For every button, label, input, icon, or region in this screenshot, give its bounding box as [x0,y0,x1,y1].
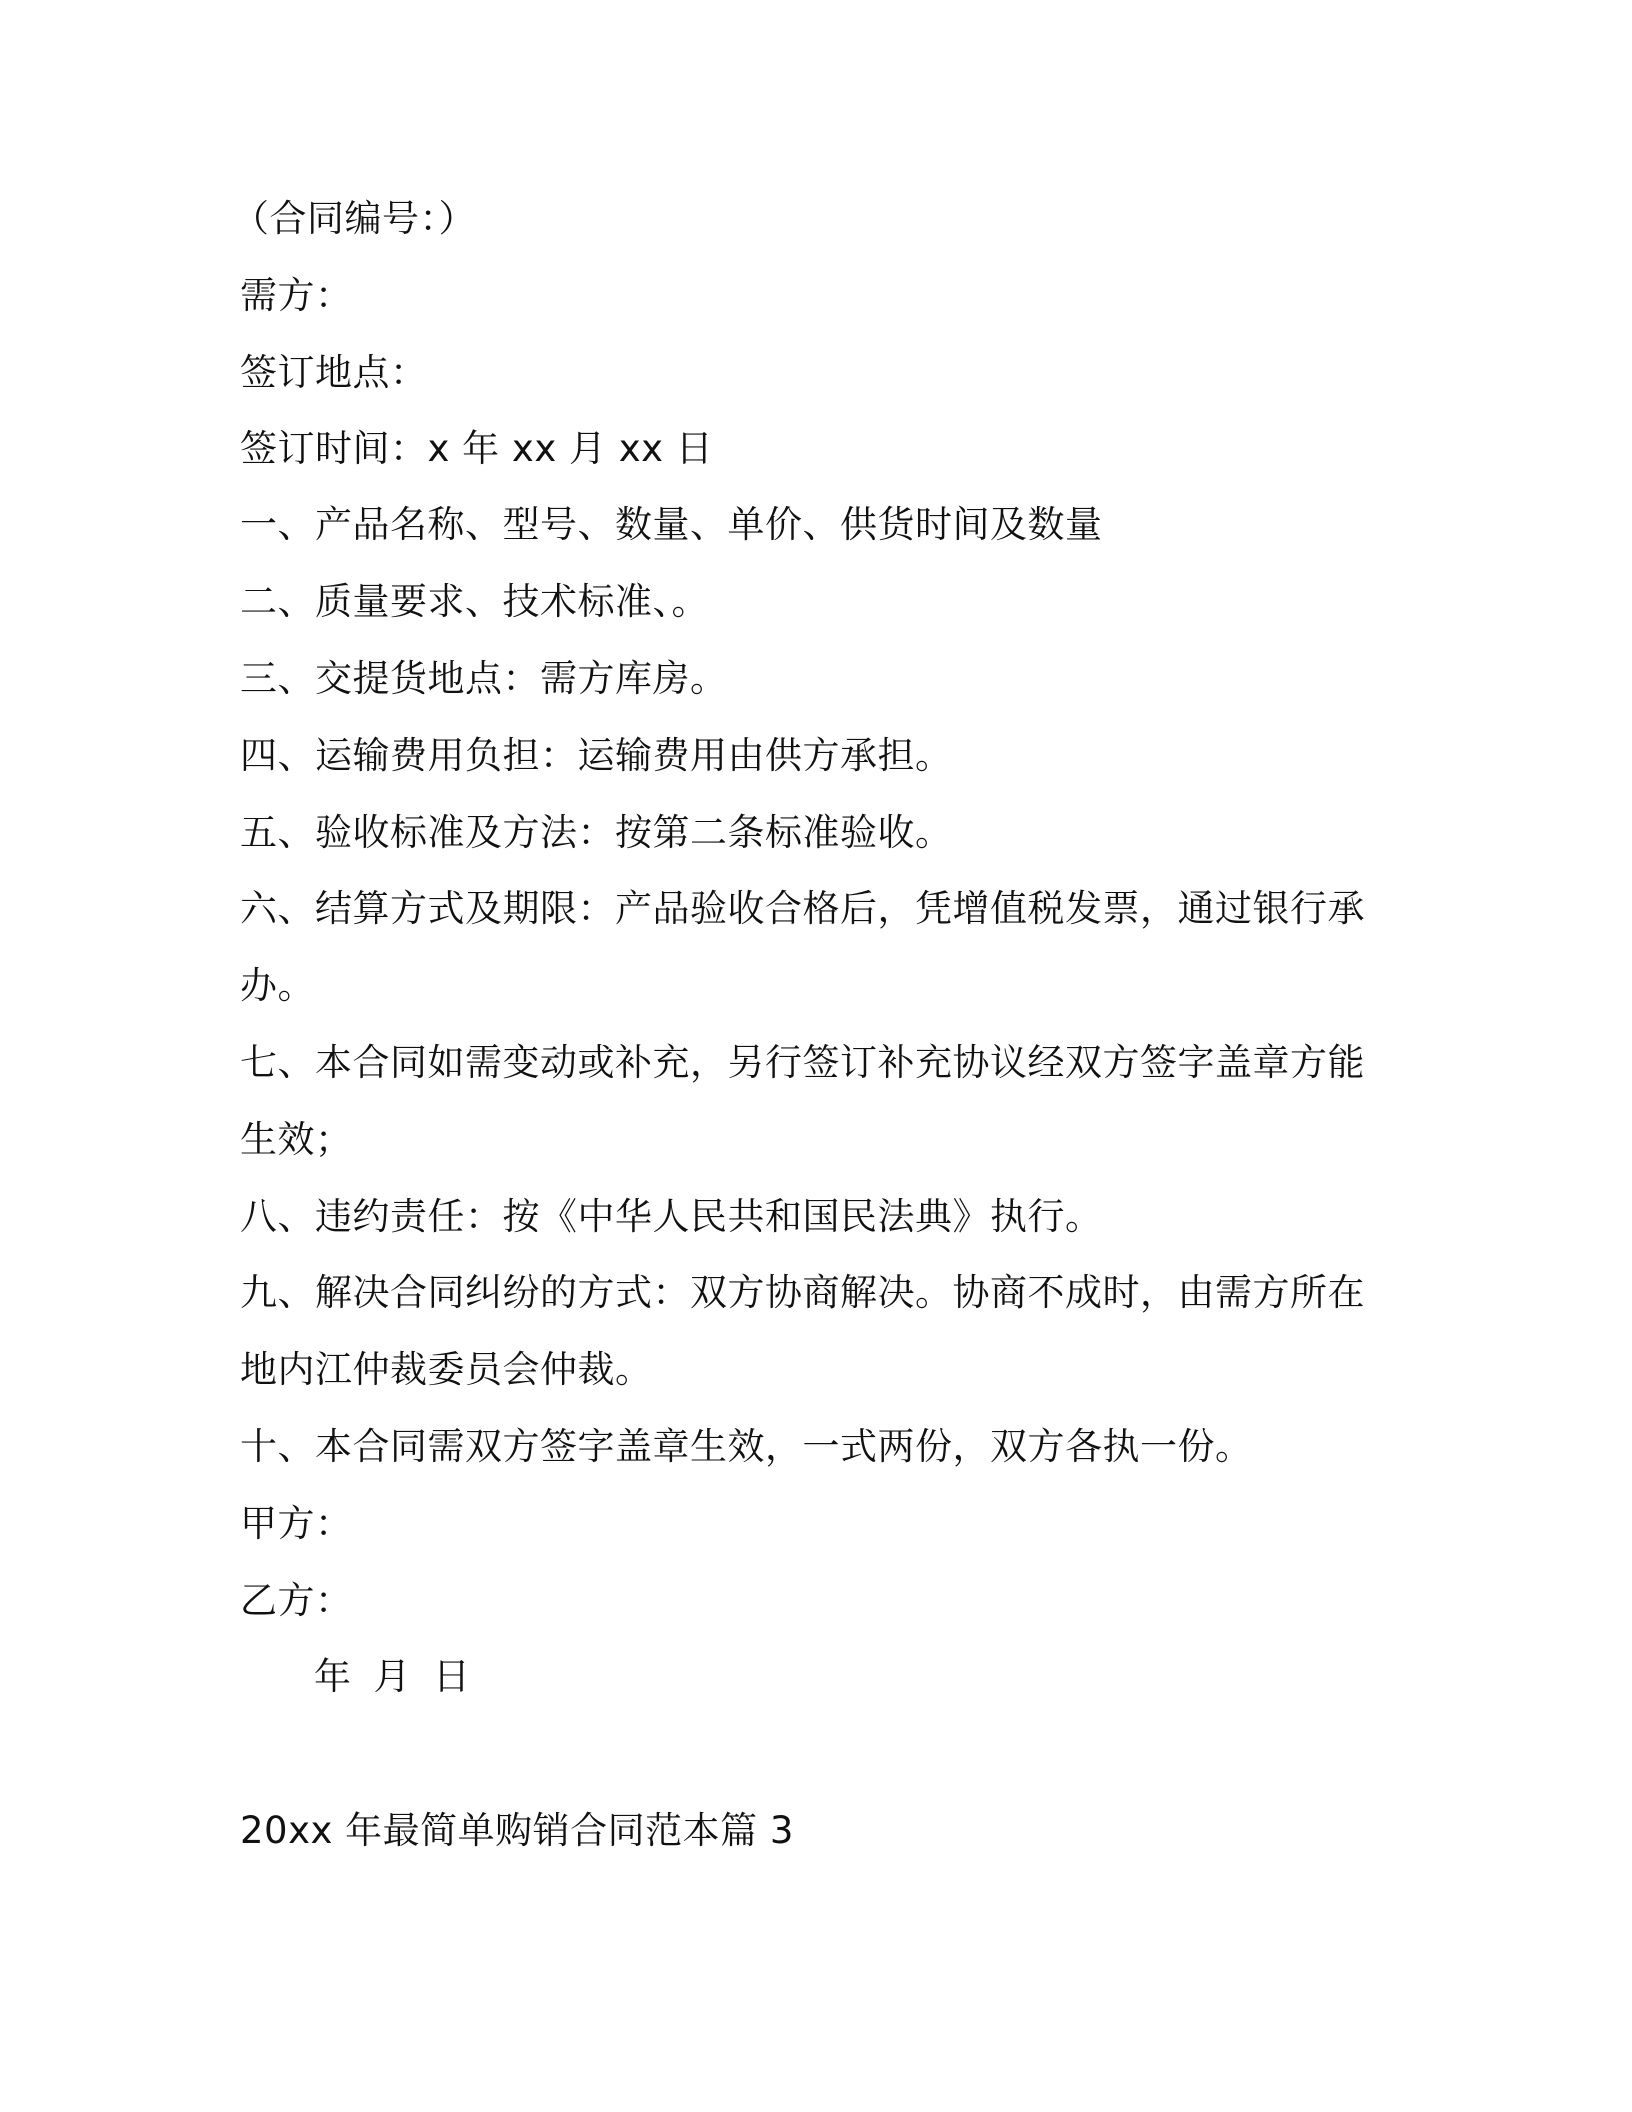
signature-date [314,1654,493,1700]
clause-9-line-1: 九、解决合同纠纷的方式：双方协商解决。协商不成时，由需方所在 [240,1271,1365,1314]
clause-2: 二、质量要求、技术标准、。 [240,580,709,623]
buyer-label: 需方： [240,274,353,317]
clause-8: 八、违约责任：按《中华人民共和国民法典》执行。 [240,1195,1103,1238]
date-year: 年 [314,1655,352,1698]
clause-6-line-2: 办。 [240,964,315,1007]
clause-9-line-2: 地内江仲裁委员会仲裁。 [240,1348,653,1391]
party-b-label: 乙方： [240,1579,353,1622]
clause-7-line-2: 生效； [240,1118,353,1161]
next-section-title: 20xx 年最简单购销合同范本篇 3 [240,1809,794,1852]
sign-time-label: 签订时间：x 年 xx 月 xx 日 [240,427,714,470]
date-month: 月 [373,1655,411,1698]
clause-6-line-1: 六、结算方式及期限：产品验收合格后，凭增值税发票，通过银行承 [240,887,1365,930]
clause-5: 五、验收标准及方法：按第二条标准验收。 [240,811,953,854]
contract-number: （合同编号：） [232,197,476,240]
date-day: 日 [433,1655,471,1698]
clause-3: 三、交提货地点：需方库房。 [240,657,728,700]
clause-7-line-1: 七、本合同如需变动或补充，另行签订补充协议经双方签字盖章方能 [240,1041,1365,1084]
party-a-label: 甲方： [240,1502,353,1545]
sign-place-label: 签订地点： [240,351,428,394]
clause-4: 四、运输费用负担：运输费用由供方承担。 [240,734,953,777]
clause-10: 十、本合同需双方签字盖章生效，一式两份，双方各执一份。 [240,1425,1253,1468]
clause-1: 一、产品名称、型号、数量、单价、供货时间及数量 [240,503,1103,546]
